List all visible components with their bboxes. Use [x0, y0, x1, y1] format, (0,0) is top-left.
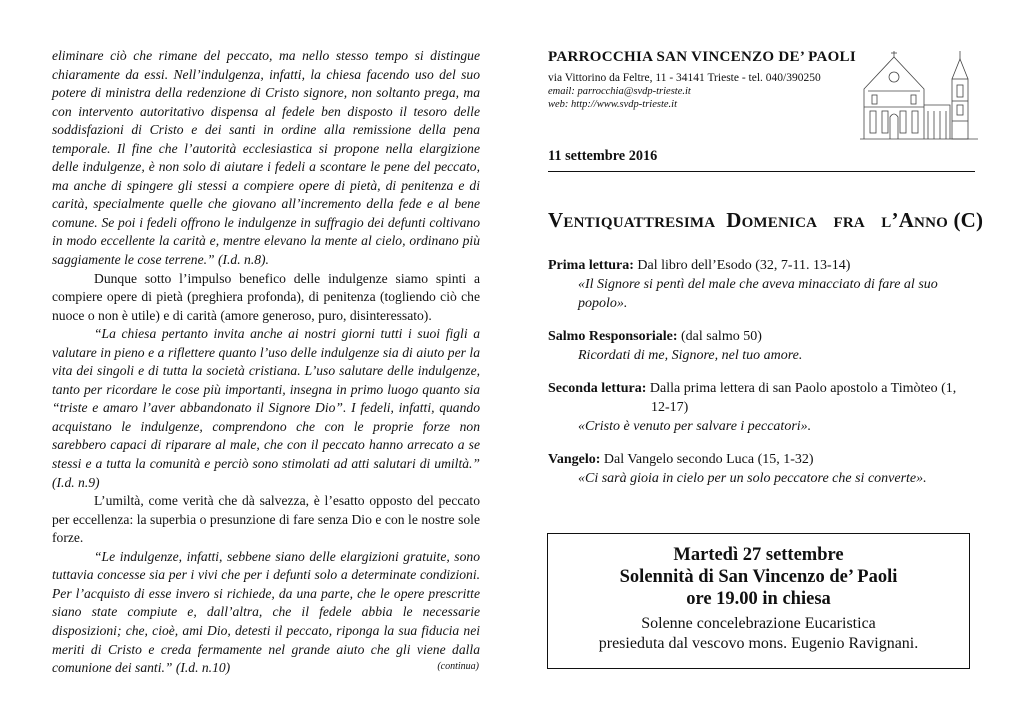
gospel: Vangelo: Dal Vangelo secondo Luca (15, 1-32) «Ci sarà gioia in cielo per un solo peccatore che si converte».: [548, 452, 927, 486]
parish-address: via Vittorino da Feltre, 11 - 34141 Trieste - tel. 040/390250: [548, 72, 821, 84]
event-title: Solennità di San Vincenzo de’ Paoli: [619, 567, 898, 587]
church-sketch-icon: [860, 45, 978, 141]
event-date: Martedì 27 settembre: [673, 545, 844, 565]
bulletin-date: 11 settembre 2016: [548, 148, 658, 164]
event-box: [547, 533, 970, 669]
continua-note: (continua): [437, 661, 479, 672]
header-divider: [548, 171, 975, 172]
paragraph-4: L’umiltà, come verità che dà salvezza, è l’esatto opposto del peccato per eccellenza: la superbia o presunzione di fare senza Dio e con le nostre sole forze.: [52, 493, 480, 546]
paragraph-2: Dunque sotto l’impulso benefico delle indulgenze siamo spinti a compiere opere di pietà (preghiera profonda), di penitenza (togliendo ciò che nuoce o non è utile) e di carità (amore generoso, puro, disinteressato).: [52, 270, 480, 323]
second-reading: Seconda lettura: Dalla prima lettera di san Paolo apostolo a Timòteo (1, 12-17) «Cristo è venuto per salvare i peccatori».: [548, 381, 957, 434]
parish-email: email: parrocchia@svdp-trieste.it: [548, 86, 691, 97]
paragraph-1: eliminare ciò che rimane del peccato, ma nello stesso tempo si distingue chiaramente da essi. Nell’indulgenza, infatti, la chiesa facendo uso del suo potere di ministra della redenzione di Cristo signore, non soltanto prega, ma con intervento autoritativo dispensa al fedele ben disposto il tesoro delle soddisfazioni di Cristo e dei santi in ordine alla remissione della pena temporale. Il fine che l’autorità ecclesiastica si propone nella elargizione delle indulgenze, è non solo di aiutare i fedeli a scontare le pene del peccato, ma anche di spingere gli stessi a compiere opere di pietà, di penitenza e di carità, specialmente quelle che giovano all’incremento della fede e al bene comune. Se poi i fedeli offrono le indulgenze in suffragio dei defunti coltivano in modo eccellente la carità e, mentre elevano la mente al cielo, ordinano più saggiamente le cose terrene.” (I.d. n.8).: [52, 48, 480, 268]
first-reading: Prima lettura: Dal libro dell’Esodo (32, 7-11. 13-14) «Il Signore si pentì del male che aveva minacciato di fare al suo popolo».: [548, 258, 938, 311]
parish-name: PARROCCHIA SAN VINCENZO DE’ PAOLI: [548, 49, 856, 65]
right-column: [548, 45, 984, 486]
page-title: Ventiquattresima Domenica fra l’Anno (C): [548, 208, 984, 232]
parish-web: web: http://www.svdp-trieste.it: [548, 99, 678, 110]
paragraph-3: “La chiesa pertanto invita anche ai nostri giorni tutti i suoi figli a valutare in pieno e a riflettere quanto l’uso delle indulgenze sia di aiuto per la vita dei singoli e di tutta la società cristiana. L’uso salutare delle indulgenze, tanto per ricordare le cose più importanti, insegna in primo luogo quanto sia “triste e amaro l’aver abbandonato il Signore Dio”. I fedeli, infatti, quando acquistano le indulgenze, comprendono che con le proprie forze non sarebbero capaci di riparare al male, che con il peccato hanno arrecato a se stessi e a tutta la comunità e perciò sono stimolati ad atti salutari di umiltà.” (I.d. n.9): [52, 326, 480, 490]
psalm: Salmo Responsoriale: (dal salmo 50) Ricordati di me, Signore, nel tuo amore.: [548, 329, 803, 363]
event-presider: presieduta dal vescovo mons. Eugenio Ravignani.: [598, 635, 919, 652]
event-time: ore 19.00 in chiesa: [686, 589, 831, 609]
event-description: Solenne concelebrazione Eucaristica: [641, 615, 876, 632]
left-column: [52, 47, 480, 678]
paragraph-5: “Le indulgenze, infatti, sebbene siano delle elargizioni gratuite, sono tuttavia concesse sia per i vivi che per i defunti solo a determinate condizioni. Per l’acquisto di esse invero si richiede, da una parte, che le opere prescritte siano state compiute e, dall’altra, che il fedele abbia le necessarie disposizioni; che, cioè, ami Dio, detesti il peccato, riponga la sua fiducia nei meriti di Cristo e creda fermamente nel grande aiuto che gli viene dalla comunione dei santi.” (I.d. n.10): [52, 548, 480, 676]
